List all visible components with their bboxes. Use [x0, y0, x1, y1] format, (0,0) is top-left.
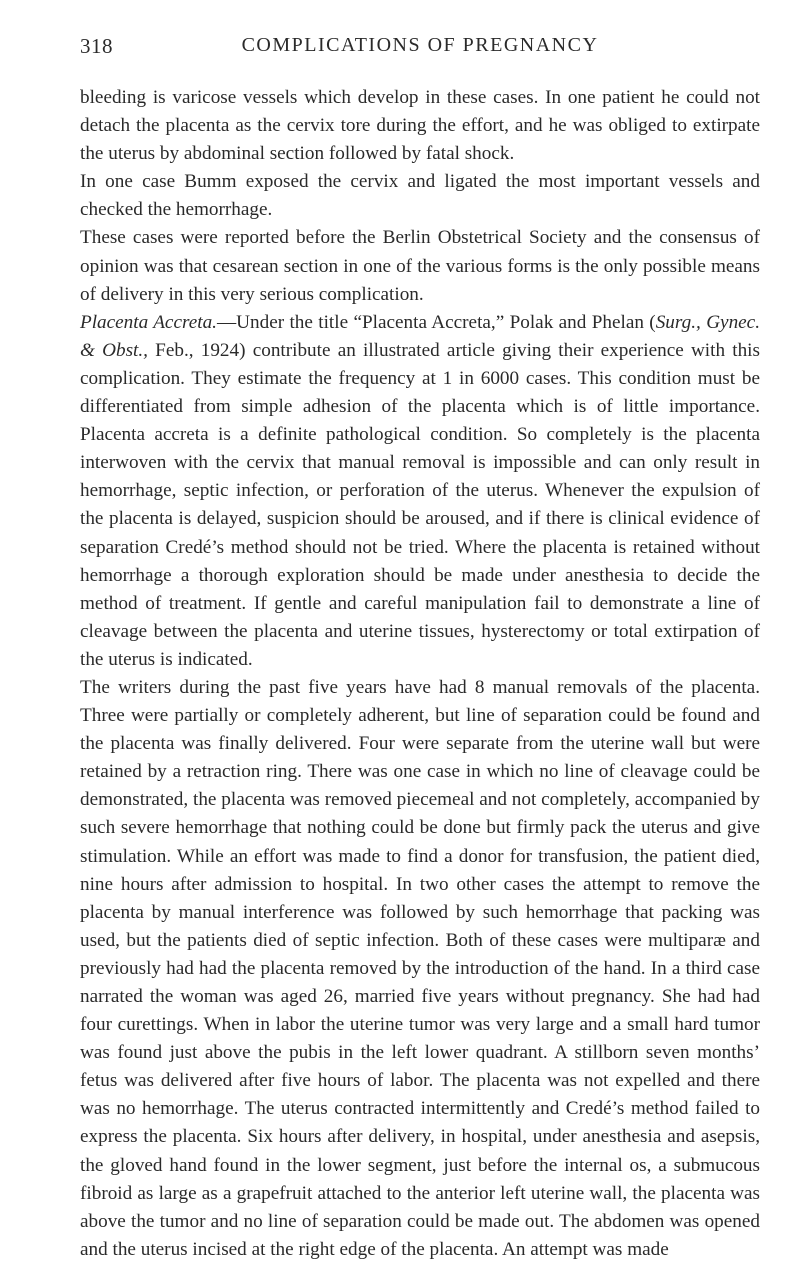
paragraph-4-text-a: —Under the title “Placenta Accreta,” Polak and Phelan (: [216, 311, 656, 333]
paragraph-3: These cases were reported before the Berlin Obstetrical Society and the consensus of opinion was that cesarean section in one of the various forms is the only possible means of delivery in this very serious complication.: [80, 227, 760, 305]
paragraph-4-text-b: Feb., 1924) contribute an illustrated article giving their experience with this complication. They estimate the frequency at 1 in 6000 cases. This condition must be differentiated from simple adhesion of the placenta which is of little importance. Placenta accreta is a definite pathological condition. So completely is the placenta interwoven with the cervix that manual removal is impossible and can only result in hemorrhage, septic infection, or perforation of the uterus. Whenever the expulsion of the placenta is delayed, suspicion should be aroused, and if there is clinical evidence of separation Credé’s method should not be tried. Where the placenta is retained without hemorrhage a thorough exploration should be made under anesthesia to decide the method of treatment. If gentle and careful manipulation fail to demonstrate a line of cleavage between the placenta and uterine tissues, hysterectomy or total extirpation of the uterus is indicated.: [80, 339, 760, 670]
page-number: 318: [80, 34, 113, 58]
journal-citation: Surg., Gynec. & Obst.,: [80, 311, 760, 361]
running-head: COMPLICATIONS OF PREGNANCY: [241, 34, 599, 56]
paragraph-2: In one case Bumm exposed the cervix and ligated the most important vessels and checked the hemorrhage.: [80, 171, 760, 221]
section-heading: Placenta Accreta.: [80, 311, 217, 333]
page-header: [80, 34, 760, 64]
body-text: [80, 84, 760, 1264]
paragraph-4: [80, 309, 760, 674]
paragraph-5: The writers during the past five years have had 8 manual removals of the placenta. Three were partially or completely adherent, but line of separation could be found and the placenta was finally delivered. Four were separate from the uterine wall but were retained by a retraction ring. There was one case in which no line of cleavage could be demonstrated, the placenta was removed piecemeal and not completely, accompanied by such severe hemorrhage that nothing could be done but firmly pack the uterus and give stimulation. While an effort was made to find a donor for transfusion, the patient died, nine hours after admission to hospital. In two other cases the attempt to remove the placenta by manual interference was followed by such hemorrhage that packing was used, but the patients died of septic infection. Both of these cases were multiparæ and previously had had the placenta removed by the introduction of the hand. In a third case narrated the woman was aged 26, married five years without pregnancy. She had had four curettings. When in labor the uterine tumor was very large and a small hard tumor was found just above the pubis in the left lower quadrant. A stillborn seven months’ fetus was delivered after five hours of labor. The placenta was not expelled and there was no hemorrhage. The uterus contracted intermittently and Credé’s method failed to express the placenta. Six hours after delivery, in hospital, under anesthesia and asepsis, the gloved hand found in the lower segment, just before the internal os, a submucous fibroid as large as a grapefruit attached to the anterior left uterine wall, the placenta was above the tumor and no line of separation could be made out. The abdomen was opened and the uterus incised at the right edge of the placenta. An attempt was made: [80, 676, 760, 1260]
paragraph-1: bleeding is varicose vessels which develop in these cases. In one patient he could not detach the placenta as the cervix tore during the effort, and he was obliged to extirpate the uterus by abdominal section followed by fatal shock.: [80, 87, 760, 165]
